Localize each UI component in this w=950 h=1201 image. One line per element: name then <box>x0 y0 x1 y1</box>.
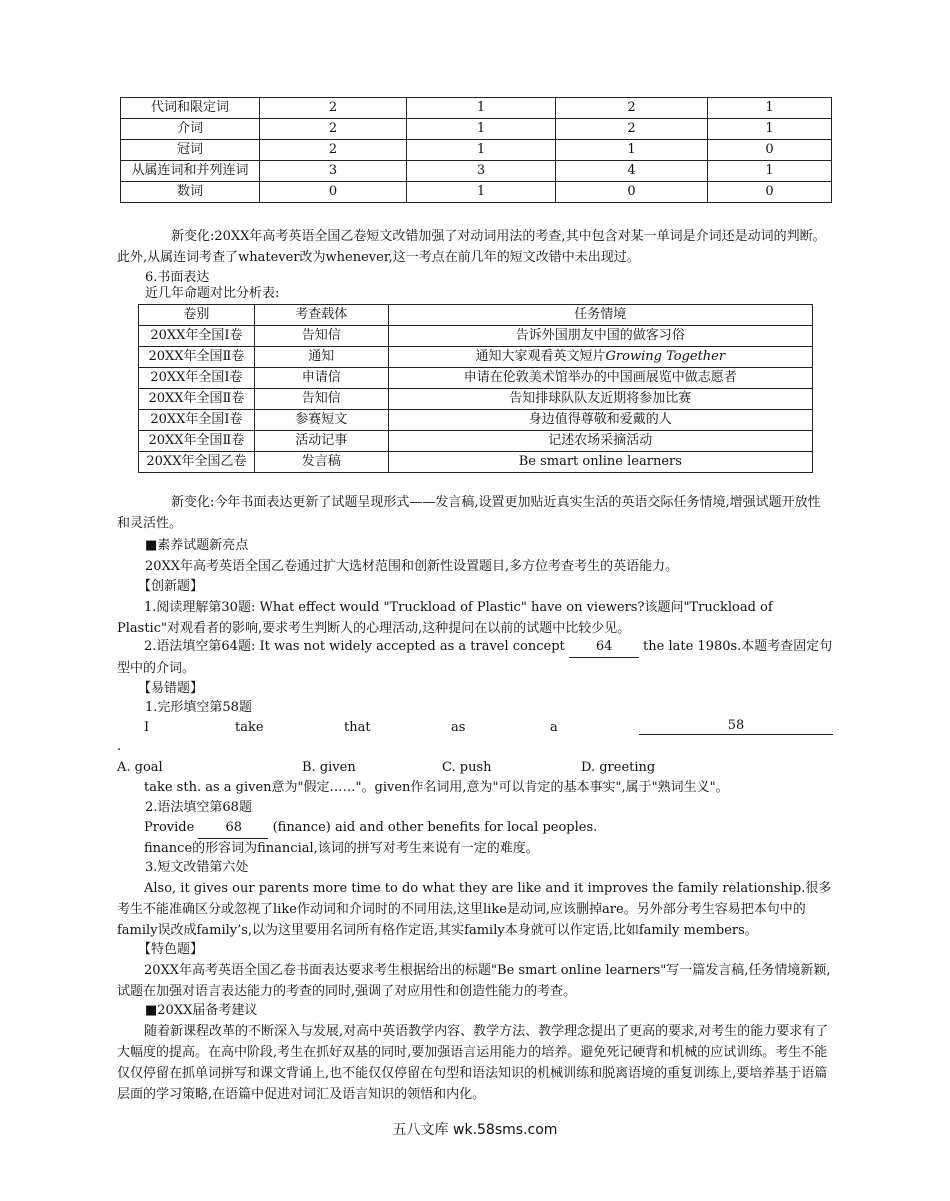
answer-options <box>117 757 833 778</box>
table-row <box>121 119 832 140</box>
table-cell: 4 <box>556 161 708 182</box>
table-cell: 1 <box>407 140 556 161</box>
change-paragraph-2: 新变化:今年书面表达更新了试题呈现形式——发言稿,设置更加贴近真实生活的英语交际任务情境,增强试题开放性和灵活性。 <box>117 495 821 531</box>
column-header: 卷别 <box>139 305 255 326</box>
table-cell <box>388 347 812 368</box>
table-cell: 2 <box>260 119 407 140</box>
section-heading-highlights: ■素养试题新亮点 <box>145 538 249 553</box>
error-item-1-title: 1.完形填空第58题 <box>145 700 252 715</box>
table-cell: 0 <box>556 182 708 203</box>
table-row <box>139 452 813 473</box>
highlights-intro: 20XX年高考英语全国乙卷通过扩大选材范围和创新性设置题目,多方位考查考生的英语能力。 <box>145 559 679 574</box>
table-cell: 1 <box>708 98 832 119</box>
error-item-3-title: 3.短文改错第六处 <box>145 860 249 875</box>
table-cell: 20XX年全国乙卷 <box>139 452 255 473</box>
table-row <box>139 368 813 389</box>
cloze-word: take <box>235 720 264 735</box>
column-header: 考查载体 <box>254 305 388 326</box>
answer-blank: 68 <box>198 817 268 839</box>
table-row <box>139 389 813 410</box>
table-row <box>139 410 813 431</box>
cloze-word: that <box>344 720 371 735</box>
table-cell: 3 <box>260 161 407 182</box>
error-item-2-note: finance的形容词为financial,该词的拼写对考生来说有一定的难度。 <box>144 841 539 856</box>
innovative-item-1: 1.阅读理解第30题: What effect would "Truckload of Plastic" have on viewers?该题问"Truckload of Plastic"对观看者的影响,要求考生判断人的心理活动,这种提问在以前的试题中比较少见。 <box>117 600 773 636</box>
film-title: Growing Together <box>605 349 726 364</box>
table-row <box>139 347 813 368</box>
option-d: D. greeting <box>581 760 656 775</box>
table-row <box>121 182 832 203</box>
table-header-row <box>139 305 813 326</box>
table-cell: 告知信 <box>254 389 388 410</box>
table-cell: 2 <box>556 119 708 140</box>
table-cell: 0 <box>260 182 407 203</box>
sentence-text: Provide <box>144 820 199 835</box>
error-item-2-sentence <box>117 817 833 839</box>
option-b: B. given <box>302 760 356 775</box>
table-cell: 冠词 <box>121 140 260 161</box>
table-cell: 申请在伦敦美术馆举办的中国画展览中做志愿者 <box>388 368 812 389</box>
table-cell: 通知 <box>254 347 388 368</box>
table-cell: 20XX年全国Ⅱ卷 <box>139 431 255 452</box>
column-header: 任务情境 <box>388 305 812 326</box>
table-cell: 20XX年全国Ⅱ卷 <box>139 347 255 368</box>
writing-comparison-table <box>138 304 813 473</box>
table-cell: 0 <box>708 140 832 161</box>
sentence-text: 2.语法填空第64题: It was not widely accepted as a travel concept <box>144 639 569 654</box>
cloze-word: a <box>550 720 558 735</box>
change-paragraph-1: 新变化:20XX年高考英语全国乙卷短文改错加强了对动词用法的考查,其中包含对某一单词是介词还是动词的判断。此外,从属连词考查了whatever改为whenever,这一考点在前几年的短文改错中未出现过。 <box>117 229 826 265</box>
error-item-1-note: take sth. as a given意为"假定……"。given作名词用,意为"可以肯定的基本事实",属于"熟词生义"。 <box>144 780 729 795</box>
table-cell: 20XX年全国Ⅰ卷 <box>139 410 255 431</box>
footer-watermark: 五八文库 wk.58sms.com <box>392 1122 558 1138</box>
table-cell: 1 <box>708 119 832 140</box>
table-cell: 记述农场采摘活动 <box>388 431 812 452</box>
tag-innovative: 【创新题】 <box>138 579 204 594</box>
option-c: C. push <box>442 760 492 775</box>
grammar-stats-table <box>120 97 832 203</box>
tag-featured: 【特色题】 <box>138 942 204 957</box>
cloze-sentence <box>117 717 833 738</box>
table-cell: 发言稿 <box>254 452 388 473</box>
tag-error-prone: 【易错题】 <box>138 681 204 696</box>
innovative-item-2 <box>117 636 833 679</box>
table-cell: 2 <box>260 98 407 119</box>
table-cell: 0 <box>708 182 832 203</box>
error-item-2-title: 2.语法填空第68题 <box>145 800 252 815</box>
table-cell: 20XX年全国Ⅰ卷 <box>139 326 255 347</box>
featured-text: 20XX年高考英语全国乙卷书面表达要求考生根据给出的标题"Be smart online learners"写一篇发言稿,任务情境新颖,试题在加强对语言表达能力的考查的同时,强调了对应用性和创造性能力的考查。 <box>117 963 831 999</box>
cloze-word: as <box>451 720 466 735</box>
answer-blank: 64 <box>569 636 639 658</box>
table-cell: 20XX年全国Ⅱ卷 <box>139 389 255 410</box>
table-cell: 告知排球队队友近期将参加比赛 <box>388 389 812 410</box>
table-cell: 参赛短文 <box>254 410 388 431</box>
table-cell: 1 <box>708 161 832 182</box>
table-cell: 2 <box>260 140 407 161</box>
error-item-3-text: Also, it gives our parents more time to do what they are like and it improves the family relationship.很多考生不能准确区分或忽视了like作动词和介词时的不同用法,这里like是动词,应该删掉are。另外部分考生容易把本句中的family误改成family’s,以为这里要用名词所有格作定语,其实family本身就可以作定语,比如family members。 <box>117 881 832 938</box>
advice-text: 随着新课程改革的不断深入与发展,对高中英语教学内容、教学方法、教学理念提出了更高的要求,对考生的能力要求有了大幅度的提高。在高中阶段,考生在抓好双基的同时,要加强语言运用能力的培养。避免死记硬背和机械的应试训练。考生不能仅仅停留在抓单词拼写和课文背诵上,也不能仅仅停留在句型和语法知识的机械训练和脱离语境的重复训练上,要培养基于语篇层面的学习策略,在语篇中促进对词汇及语言知识的领悟和内化。 <box>117 1024 829 1102</box>
table-cell: 1 <box>407 98 556 119</box>
answer-blank: 58 <box>639 717 833 735</box>
cloze-period: . <box>117 739 122 754</box>
sentence-text: (finance) aid and other benefits for local peoples. <box>268 820 598 835</box>
table-row <box>121 161 832 182</box>
table-cell: 1 <box>556 140 708 161</box>
section-heading-writing: 6.书面表达 <box>145 270 210 285</box>
table-cell: 数词 <box>121 182 260 203</box>
table-cell: 活动记事 <box>254 431 388 452</box>
table-cell: 申请信 <box>254 368 388 389</box>
table-row <box>121 140 832 161</box>
table-cell: 从属连词和并列连词 <box>121 161 260 182</box>
table-cell: 身边值得尊敬和爱戴的人 <box>388 410 812 431</box>
table-caption: 近几年命题对比分析表: <box>145 286 280 301</box>
table-cell: 1 <box>407 182 556 203</box>
sentence-text: the late 1980s.本题考查固定句型中的介词。 <box>117 639 833 676</box>
table-row <box>139 326 813 347</box>
table-row <box>121 98 832 119</box>
table-cell: Be smart online learners <box>388 452 812 473</box>
table-cell: 2 <box>556 98 708 119</box>
task-text: 通知大家观看英文短片 <box>475 349 606 364</box>
table-cell: 代词和限定词 <box>121 98 260 119</box>
table-cell: 20XX年全国Ⅰ卷 <box>139 368 255 389</box>
cloze-word: I <box>144 720 150 735</box>
table-cell: 1 <box>407 119 556 140</box>
table-row <box>139 431 813 452</box>
table-cell: 介词 <box>121 119 260 140</box>
section-heading-advice: ■20XX届备考建议 <box>145 1003 258 1018</box>
table-cell: 告诉外国朋友中国的做客习俗 <box>388 326 812 347</box>
table-cell: 3 <box>407 161 556 182</box>
option-a: A. goal <box>117 760 163 775</box>
table-cell: 告知信 <box>254 326 388 347</box>
